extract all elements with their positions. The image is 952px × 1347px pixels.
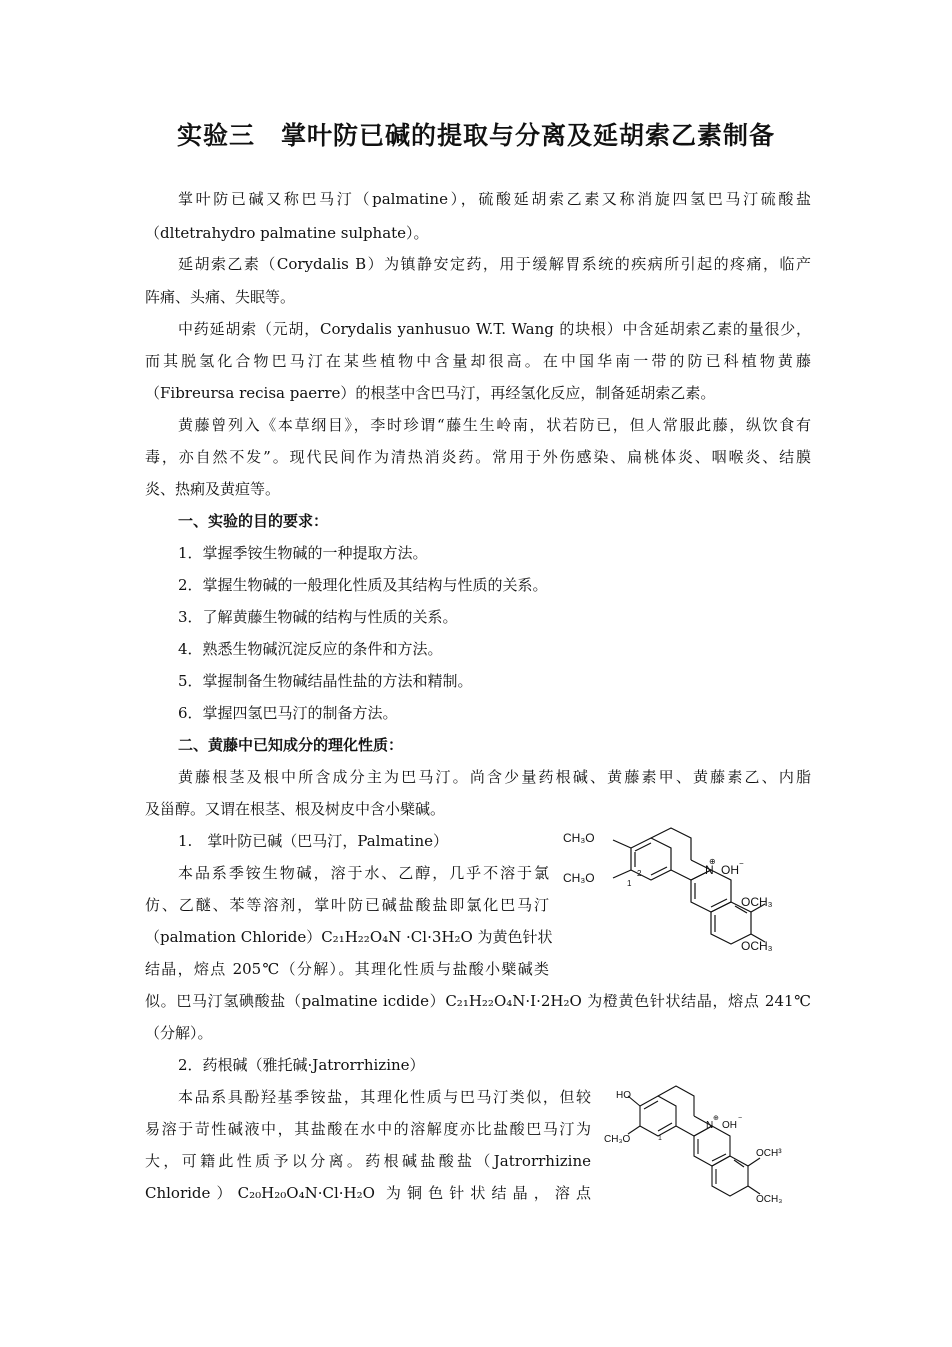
jatrorrhizine-bonds — [628, 1086, 760, 1196]
intro-line: 中药延胡索（元胡，Corydalis yanhusuo W.T. Wang 的块根）中含延胡索乙素的量很少， — [178, 320, 811, 338]
list-item: 2．掌握生物碱的一般理化性质及其结构与性质的关系。 — [178, 576, 548, 594]
structure-label: CH₃O — [563, 871, 595, 885]
intro-line: 黄藤曾列入《本草纲目》，李时珍谓“藤生生岭南，状若防已，但人常服此藤，纵饮食有 — [178, 416, 811, 434]
compound-heading: 2．药根碱（雅托碱·Jatrorrhizine） — [178, 1056, 425, 1074]
structure-label: OCH³ — [756, 1148, 782, 1159]
list-item: 6．掌握四氢巴马汀的制备方法。 — [178, 704, 398, 722]
intro-line: 炎、热痢及黄疸等。 — [145, 480, 281, 498]
intro-line: （dltetrahydro palmatine sulphate）。 — [145, 224, 429, 242]
paragraph-line: 易溶于苛性碱液中，其盐酸在水中的溶解度亦比盐酸巴马汀为 — [145, 1120, 591, 1138]
paragraph-line: （palmation Chloride）C₂₁H₂₂O₄N ·Cl·3H₂O 为黄色针状 — [145, 928, 553, 946]
structure-label: ⊕ — [713, 1115, 719, 1122]
structure-label: − — [738, 1115, 743, 1122]
paragraph-line: 仿、乙醚、苯等溶剂，掌叶防已碱盐酸盐即氯化巴马汀 — [145, 896, 549, 914]
palmatine-structure-diagram — [555, 822, 795, 962]
intro-line: 延胡索乙素（Corydalis B）为镇静安定药，用于缓解胃系统的疾病所引起的疼痛，临产 — [178, 255, 811, 273]
list-item: 4．熟悉生物碱沉淀反应的条件和方法。 — [178, 640, 443, 658]
compound-heading: 1. 掌叶防已碱（巴马汀，Palmatine） — [178, 832, 449, 850]
structure-label: OCH₃ — [756, 1194, 783, 1205]
palmatine-bonds — [613, 828, 765, 944]
list-item: 3．了解黄藤生物碱的结构与性质的关系。 — [178, 608, 458, 626]
structure-label: OH — [722, 1120, 737, 1131]
structure-label: CH₃O — [563, 831, 595, 845]
structure-label: 2 — [637, 869, 642, 878]
intro-line: 掌叶防已碱又称巴马汀（palmatine），硫酸延胡索乙素又称消旋四氢巴马汀硫酸盐 — [178, 190, 811, 208]
paragraph-line: 结晶，熔点 205℃（分解）。其理化性质与盐酸小檗碱类 — [145, 960, 549, 978]
paragraph-line: 似。巴马汀氢碘酸盐（palmatine icdide）C₂₁H₂₂O₄N·I·2H₂O 为橙黄色针状结晶，熔点 241℃ — [145, 992, 811, 1010]
structure-label: N — [706, 1120, 714, 1131]
intro-line: （Fibreursa recisa paerre）的根茎中含巴马汀，再经氢化反应，制备延胡索乙素。 — [145, 384, 716, 402]
structure-label: 1 — [627, 879, 632, 888]
list-item: 1．掌握季铵生物碱的一种提取方法。 — [178, 544, 428, 562]
intro-line: 而其脱氢化合物巴马汀在某些植物中含量却很高。在中国华南一带的防已科植物黄藤 — [145, 352, 811, 370]
structure-label: HO — [616, 1090, 631, 1101]
structure-label: OH — [721, 863, 739, 877]
page-title: 实验三 掌叶防已碱的提取与分离及延胡索乙素制备 — [176, 121, 775, 150]
jatrorrhizine-structure-diagram — [600, 1082, 800, 1208]
section-heading: 一、实验的目的要求： — [178, 512, 329, 530]
paragraph-line: 本品系具酚羟基季铵盐，其理化性质与巴马汀类似，但较 — [178, 1088, 591, 1106]
intro-line: 阵痛、头痛、失眠等。 — [145, 288, 296, 306]
structure-label: CH₃O — [604, 1134, 631, 1145]
structure-label: − — [739, 859, 744, 868]
structure-label: N — [705, 863, 714, 877]
section-heading: 二、黄藤中已知成分的理化性质： — [178, 736, 404, 754]
paragraph-line: 黄藤根茎及根中所含成分主为巴马汀。尚含少量药根碱、黄藤素甲、黄藤素乙、内脂 — [178, 768, 811, 786]
structure-label: ⊕ — [709, 857, 716, 866]
paragraph-line: 大，可籍此性质予以分离。药根碱盐酸盐（Jatrorrhizine — [145, 1152, 591, 1170]
list-item: 5．掌握制备生物碱结晶性盐的方法和精制。 — [178, 672, 473, 690]
structure-label: 1 — [658, 1135, 662, 1142]
paragraph-line: （分解）。 — [145, 1024, 213, 1042]
structure-label: OCH₃ — [741, 895, 773, 909]
paragraph-line: 本品系季铵生物碱，溶于水、乙醇，几乎不溶于氯 — [178, 864, 549, 882]
structure-label: OCH₃ — [741, 939, 773, 953]
intro-line: 毒，亦自然不发”。现代民间作为清热消炎药。常用于外伤感染、扁桃体炎、咽喉炎、结膜 — [145, 448, 811, 466]
paragraph-line: 及甾醇。又谓在根茎、根及树皮中含小檗碱。 — [145, 800, 446, 818]
paragraph-line: Chloride）C₂₀H₂₀O₄N·Cl·H₂O 为铜色针状结晶，溶点 — [145, 1184, 591, 1202]
